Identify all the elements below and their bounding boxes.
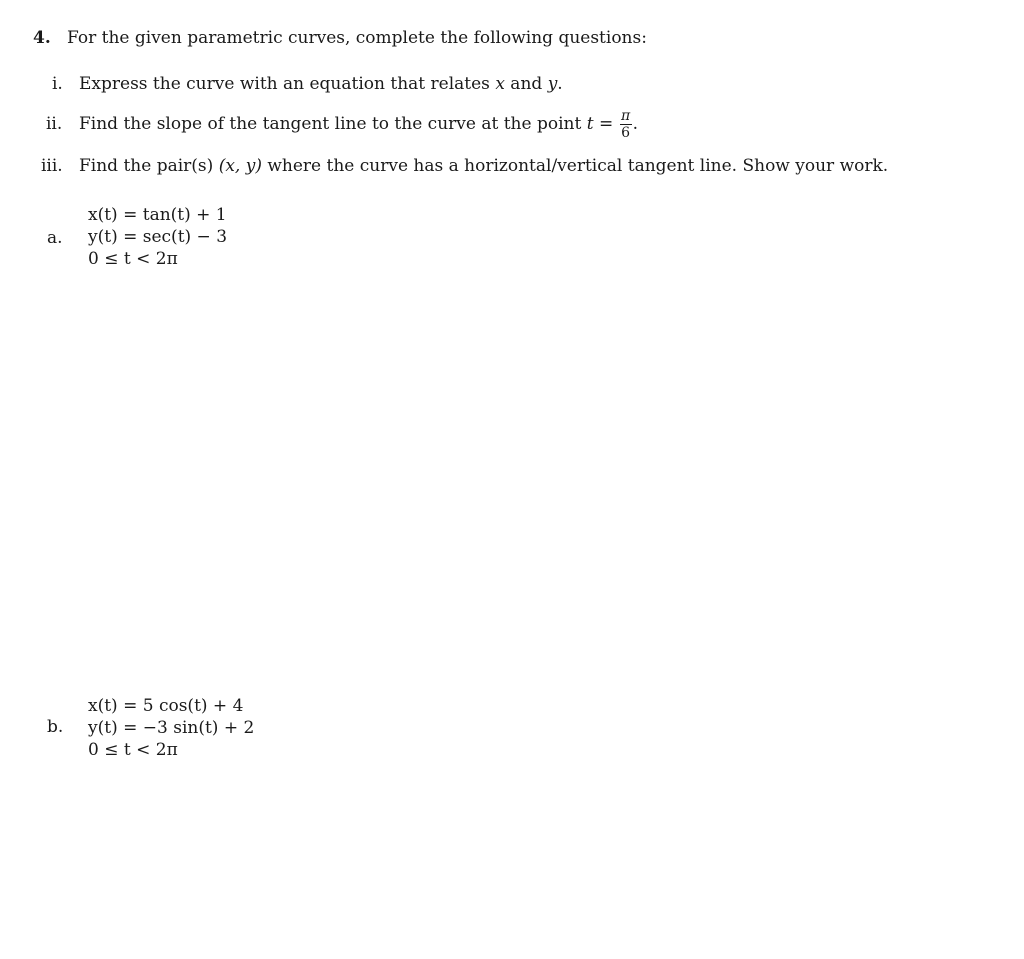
question-ii-fraction [620,109,632,140]
part-b-x-equation: x(t) = 5 cos(t) + 4 [88,696,244,716]
question-i-period: . [557,74,563,94]
question-iii-text: Find the pair(s) [79,156,219,176]
question-i-var-y: y [547,74,558,94]
question-ii-var-t: t [586,114,594,134]
part-label-a: a. [47,228,63,248]
question-iii-pair: (x, y) [218,156,262,176]
question-ii-period: . [632,114,639,134]
question-i-var-x: x [495,74,505,94]
problem-number: 4. [33,28,51,48]
fraction-numerator: π [621,108,631,124]
question-label-ii: ii. [46,114,63,134]
part-b-equations [88,695,254,761]
question-i-and: and [504,74,548,94]
problem-prompt: For the given parametric curves, complete the following questions: [67,28,647,48]
part-b-y-equation: y(t) = −3 sin(t) + 2 [88,718,255,738]
question-i [79,74,563,94]
question-label-i: i. [52,74,63,94]
question-iii-rest: where the curve has a horizontal/vertical tangent line. Show your work. [261,156,889,176]
part-a-y-equation: y(t) = sec(t) − 3 [88,227,228,247]
question-i-text: Express the curve with an equation that relates [79,74,496,94]
question-ii-equals: = [593,114,619,134]
question-iii [79,156,888,176]
question-label-iii: iii. [41,156,63,176]
part-b-domain: 0 ≤ t < 2π [88,740,178,760]
part-a-domain: 0 ≤ t < 2π [88,249,178,269]
part-label-b: b. [47,717,64,737]
question-ii [79,108,638,140]
part-a-equations [88,204,227,270]
question-ii-text: Find the slope of the tangent line to the curve at the point [79,114,587,134]
fraction-denominator: 6 [621,125,631,141]
part-a-x-equation: x(t) = tan(t) + 1 [88,205,227,225]
